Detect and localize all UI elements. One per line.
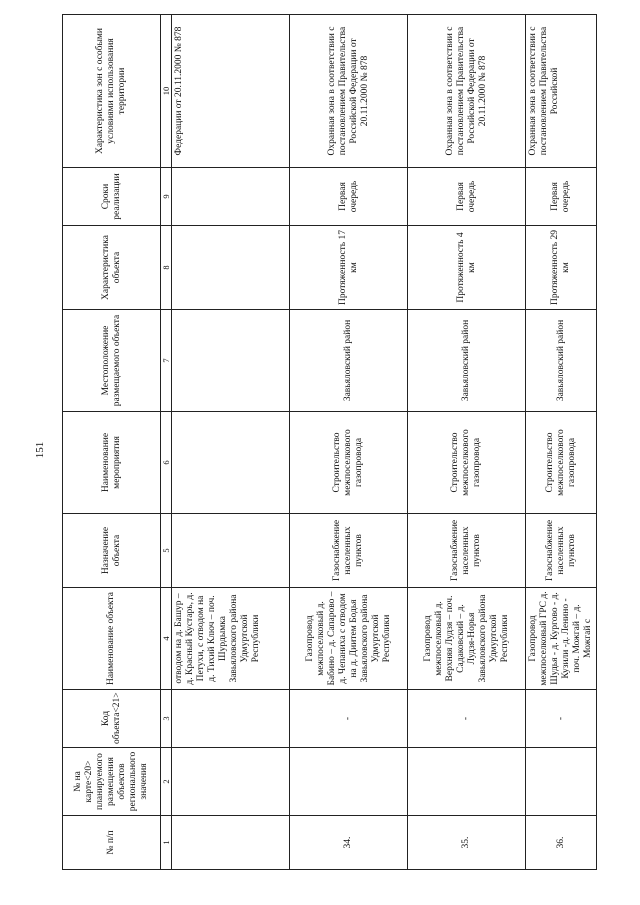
row-number: 35. (408, 816, 526, 870)
zone-characteristic: Федерации от 20.11.2000 № 878 (172, 15, 290, 168)
object-code (172, 690, 290, 748)
table-row (290, 15, 408, 870)
header-cell: № на карте<20> планируемого размещения объектов регионального значения (63, 748, 161, 816)
column-number: 2 (161, 748, 172, 816)
header-cell: Характеристика объекта (63, 226, 161, 310)
object-name: отводом на д. Башур – д. Красный Кустарь, д. Петухи, с отводом на д. Тихий Ключ – поч. Шурдымка Завьяловского района Удмуртской Республики (172, 588, 290, 690)
header-cell: Наименование объекта (63, 588, 161, 690)
rotated-table-container (62, 15, 593, 870)
column-number: 8 (161, 226, 172, 310)
column-number: 10 (161, 15, 172, 168)
column-number: 9 (161, 168, 172, 226)
object-measure: Строительство межпоселкового газопровода (290, 412, 408, 514)
object-code: - (526, 690, 597, 748)
object-location: Завьяловский район (526, 310, 597, 412)
header-cell: № п/п (63, 816, 161, 870)
map-number (526, 748, 597, 816)
object-term: Первая очередь (290, 168, 408, 226)
map-number (172, 748, 290, 816)
table-row (408, 15, 526, 870)
header-cell: Код объекта<21> (63, 690, 161, 748)
object-measure: Строительство межпоселкового газопровода (408, 412, 526, 514)
object-term: Первая очередь (526, 168, 597, 226)
column-number: 5 (161, 514, 172, 588)
object-location: Завьяловский район (408, 310, 526, 412)
column-number: 4 (161, 588, 172, 690)
zone-characteristic: Охранная зона в соответствии с постановлением Правительства Российской Федерации от 20.11.2000 № 878 (408, 15, 526, 168)
object-code: - (290, 690, 408, 748)
column-number: 3 (161, 690, 172, 748)
header-cell: Сроки реализации (63, 168, 161, 226)
zone-characteristic: Охранная зона в соответствии с постановлением Правительства Российской Федерации от 20.11.2000 № 878 (290, 15, 408, 168)
object-characteristic: Протяженность 29 км (526, 226, 597, 310)
object-code: - (408, 690, 526, 748)
header-cell: Местоположение размещаемого объекта (63, 310, 161, 412)
object-characteristic: Протяженность 4 км (408, 226, 526, 310)
object-term: Первая очередь (408, 168, 526, 226)
zone-characteristic: Охранная зона в соответствии с постановлением Правительства Российской (526, 15, 597, 168)
object-purpose (172, 514, 290, 588)
column-number: 7 (161, 310, 172, 412)
object-name: Газопровод межпоселковый д. Верхняя Лудзя – поч. Садаковский – д. Лудзя-Норья Завьяловского района Удмуртской Республики (408, 588, 526, 690)
column-number: 6 (161, 412, 172, 514)
object-location (172, 310, 290, 412)
column-number-row (161, 15, 172, 870)
column-number: 1 (161, 816, 172, 870)
object-purpose: Газоснабжение населенных пунктов (290, 514, 408, 588)
object-term (172, 168, 290, 226)
object-characteristic: Протяженность 17 км (290, 226, 408, 310)
header-cell: Наименование мероприятия (63, 412, 161, 514)
objects-table (62, 14, 597, 870)
page-number: 151 (34, 441, 46, 459)
header-cell: Назначение объекта (63, 514, 161, 588)
object-characteristic (172, 226, 290, 310)
map-number (290, 748, 408, 816)
object-purpose: Газоснабжение населенных пунктов (408, 514, 526, 588)
row-number (172, 816, 290, 870)
object-measure (172, 412, 290, 514)
object-name: Газопровод межпоселковый ГРС д. Шудья - д. Кургово - д. Кузили -д. Ленино - поч. Можгай – д. Можгай с (526, 588, 597, 690)
row-number: 34. (290, 816, 408, 870)
table-row-continuation (172, 15, 290, 870)
object-location: Завьяловский район (290, 310, 408, 412)
object-purpose: Газоснабжение населенных пунктов (526, 514, 597, 588)
map-number (408, 748, 526, 816)
row-number: 36. (526, 816, 597, 870)
object-name: Газопровод межпоселковый д. Бабино – д. Сапарово – д. Чепаниха с отводом на д. Диитем Бодья Завьяловского района Удмуртской Республики (290, 588, 408, 690)
header-cell: Характеристика зон с особыми условиями использования территории (63, 15, 161, 168)
table-header-row (63, 15, 161, 870)
table-row (526, 15, 597, 870)
object-measure: Строительство межпоселкового газопровода (526, 412, 597, 514)
